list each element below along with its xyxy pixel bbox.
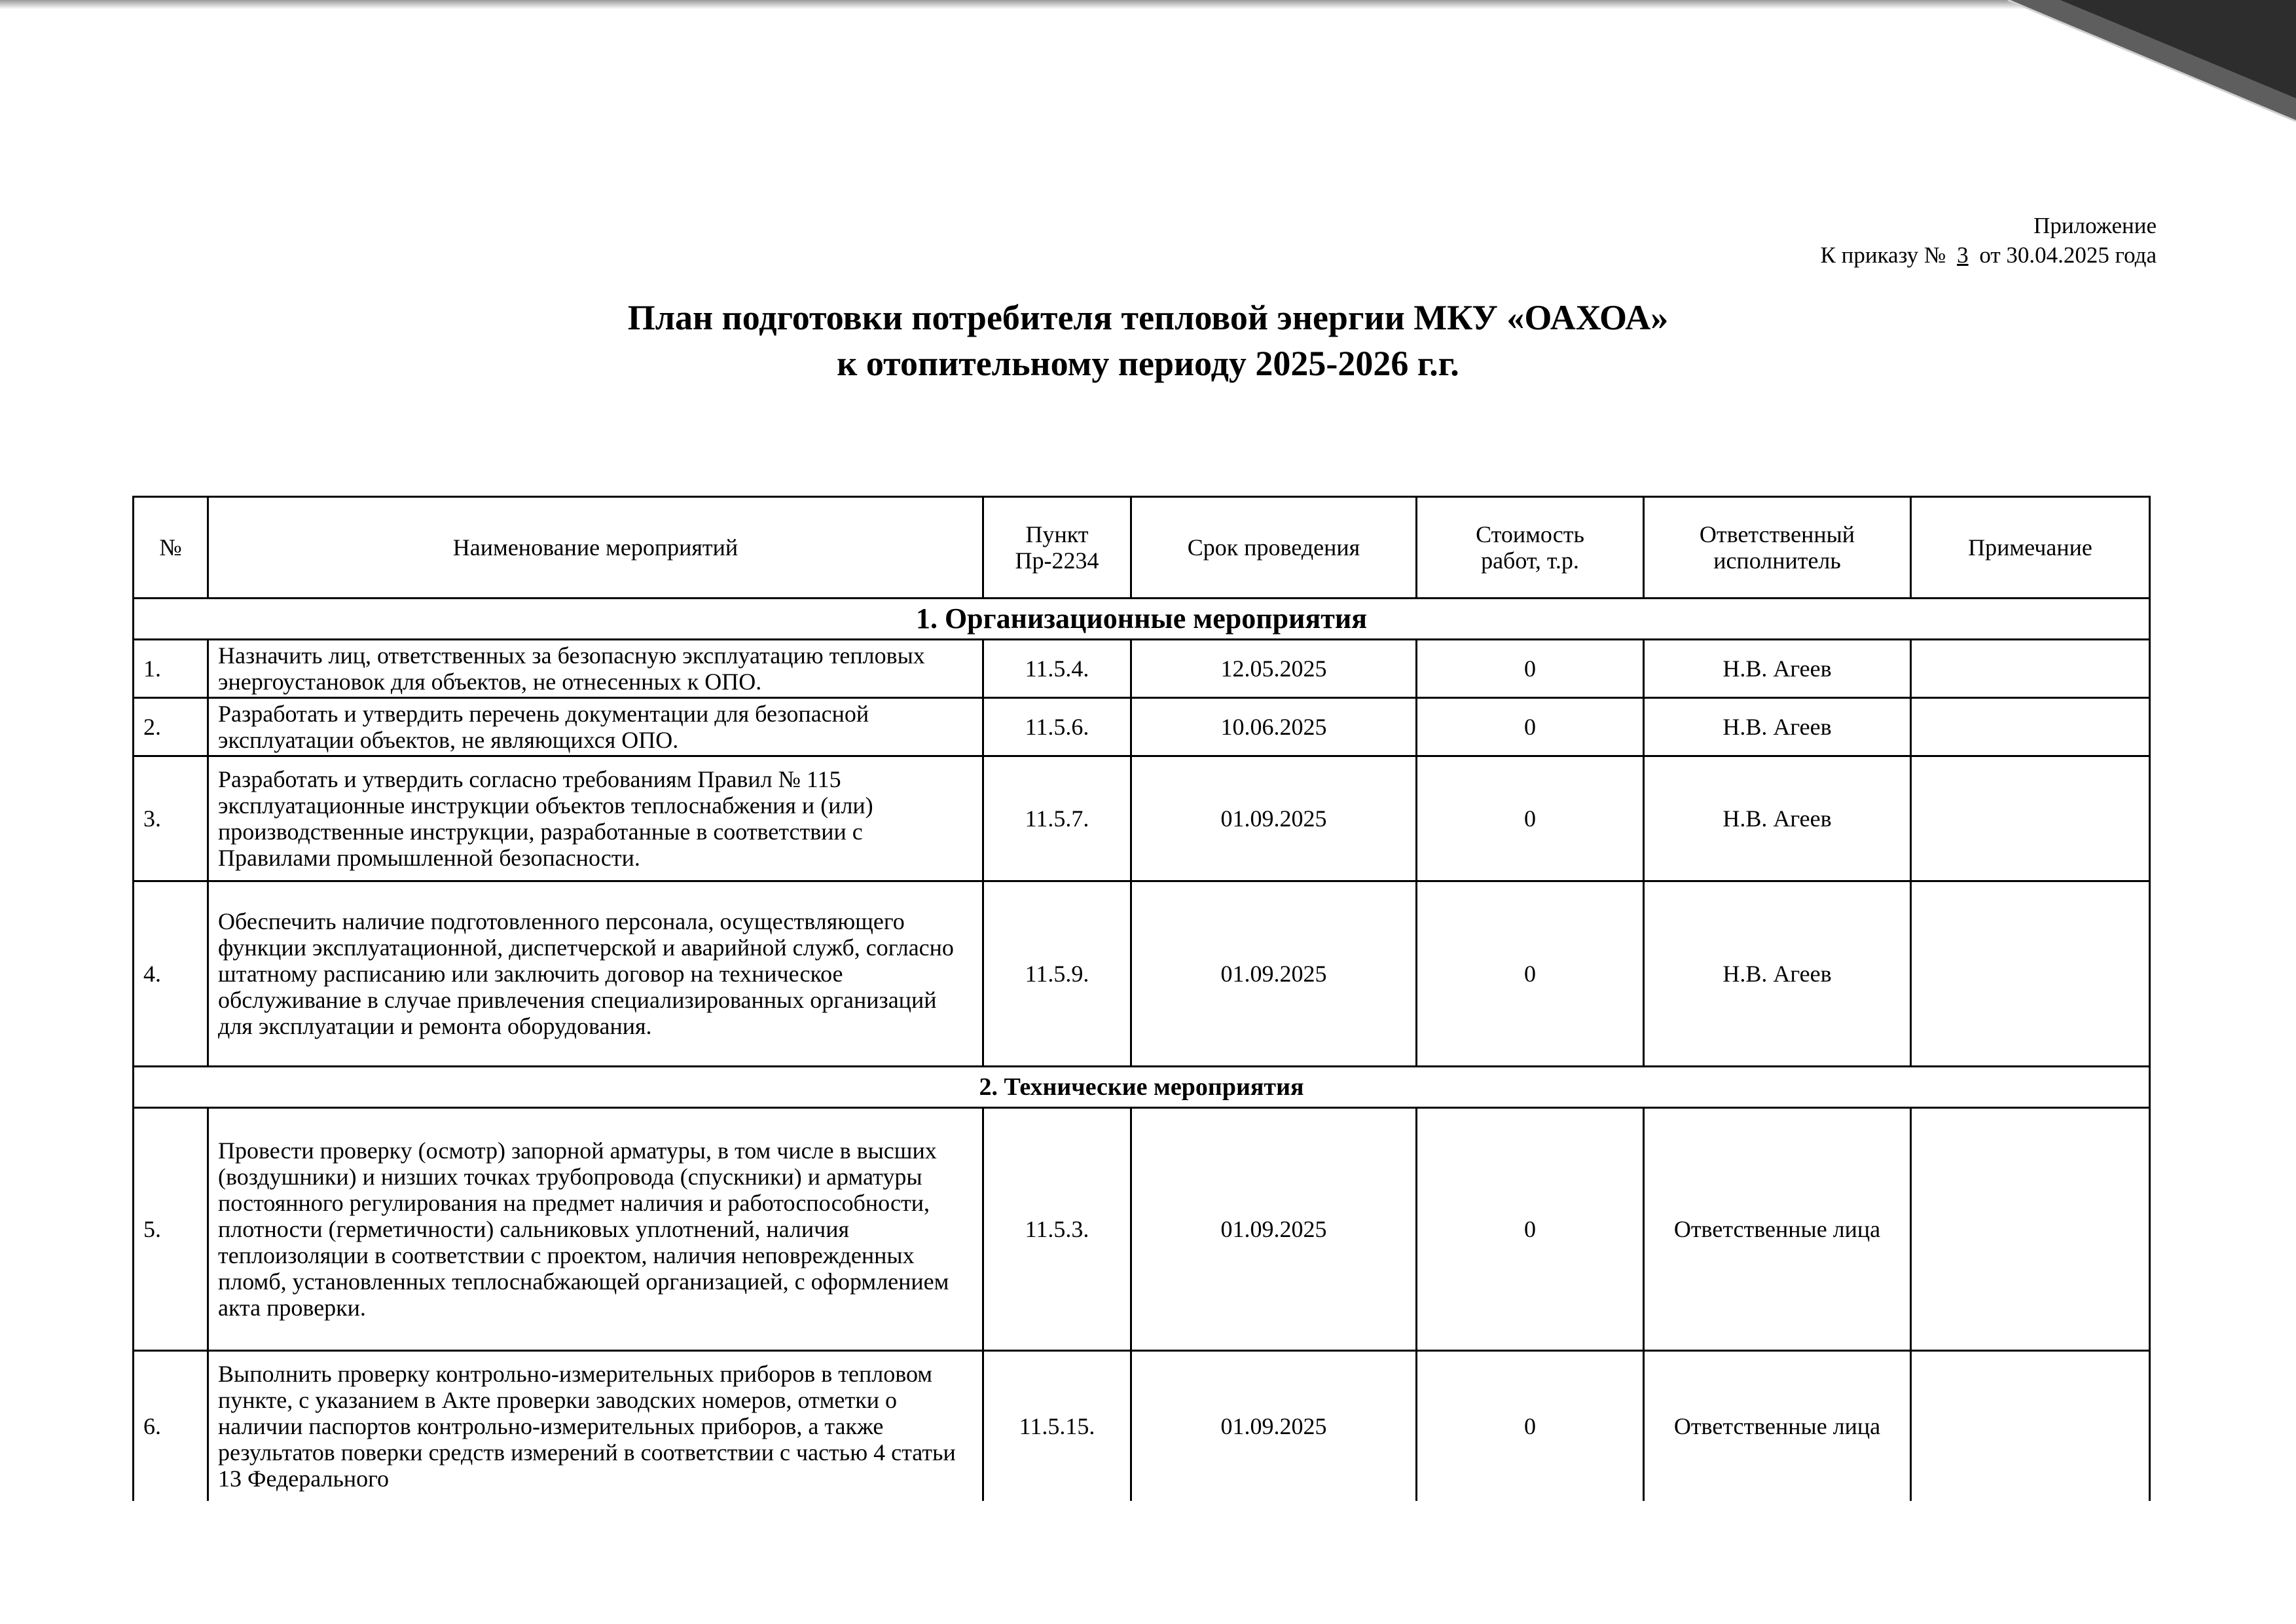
cell-clause: 11.5.6. [983,698,1131,756]
cell-cost: 0 [1417,1108,1644,1351]
column-header-clause [983,497,1131,599]
column-header-clause-line2: Пр-2234 [1015,547,1099,574]
table-row [134,640,2150,698]
column-header-date: Срок проведения [1131,497,1417,599]
cell-number: 1. [134,640,208,698]
table-row [134,1351,2150,1502]
title-line-1: План подготовки потребителя тепловой энергии МКУ «ОАХОА» [627,298,1669,337]
cell-cost: 0 [1417,640,1644,698]
column-header-cost-line2: работ, т.р. [1481,547,1579,574]
order-number: 3 [1957,242,1969,268]
cell-cost: 0 [1417,1351,1644,1502]
scan-corner-fold [1929,0,2296,157]
cell-date: 01.09.2025 [1131,881,1417,1067]
order-prefix: К приказу № [1820,242,1946,268]
cell-cost: 0 [1417,756,1644,881]
cell-responsible: Н.В. Агеев [1644,756,1911,881]
cell-responsible: Н.В. Агеев [1644,881,1911,1067]
section-title: 1. Организационные мероприятия [134,599,2150,640]
cell-date: 01.09.2025 [1131,1108,1417,1351]
cell-responsible: Ответственные лица [1644,1108,1911,1351]
table-row [134,1108,2150,1351]
cell-activity: Провести проверку (осмотр) запорной арматуры, в том числе в высших (воздушники) и низших точках трубопровода (спускники) и арматуры постоянного регулирования на предмет наличия и работоспособности, плотности (герметичности) сальниковых уплотнений, наличия теплоизоляции в соответствии с проектом, наличия неповрежденных пломб, установленных теплоснабжающей организацией, с оформлением акта проверки. [208,1108,983,1351]
cell-activity: Назначить лиц, ответственных за безопасную эксплуатацию тепловых энергоустановок для объектов, не отнесенных к ОПО. [208,640,983,698]
column-header-responsible-line2: исполнитель [1713,547,1841,574]
column-header-cost-line1: Стоимость [1476,521,1584,547]
cell-clause: 11.5.7. [983,756,1131,881]
cell-note [1911,698,2150,756]
column-header-name: Наименование мероприятий [208,497,983,599]
cell-clause: 11.5.9. [983,881,1131,1067]
cell-cost: 0 [1417,881,1644,1067]
cell-clause: 11.5.3. [983,1108,1131,1351]
order-date: от 30.04.2025 года [1979,242,2157,268]
cell-responsible: Н.В. Агеев [1644,698,1911,756]
cell-activity: Обеспечить наличие подготовленного персонала, осуществляющего функции эксплуатационной, диспетчерской и аварийной служб, согласно штатному расписанию или заключить договор на техническое обслуживание в случае привлечения специализированных организаций для эксплуатации и ремонта оборудования. [208,881,983,1067]
cell-activity: Разработать и утвердить согласно требованиям Правил № 115 эксплуатационные инструкции объектов теплоснабжения и (или) производственные инструкции, разработанные в соответствии с Правилами промышленной безопасности. [208,756,983,881]
order-reference [1821,240,2157,270]
column-header-responsible-line1: Ответственный [1699,521,1855,547]
cell-date: 12.05.2025 [1131,640,1417,698]
cell-note [1911,1351,2150,1502]
cell-note [1911,1108,2150,1351]
appendix-header [1821,211,2157,270]
cell-clause: 11.5.15. [983,1351,1131,1502]
column-header-note: Примечание [1911,497,2150,599]
cell-number: 6. [134,1351,208,1502]
cell-number: 2. [134,698,208,756]
cell-note [1911,881,2150,1067]
table-row [134,756,2150,881]
column-header-clause-line1: Пункт [1025,521,1089,547]
cell-responsible: Н.В. Агеев [1644,640,1911,698]
cell-note [1911,640,2150,698]
cell-number: 4. [134,881,208,1067]
column-header-responsible [1644,497,1911,599]
appendix-label: Приложение [2033,213,2157,238]
cell-note [1911,756,2150,881]
cell-number: 3. [134,756,208,881]
plan-table [132,496,2151,1501]
title-line-2: к отопительному периоду 2025-2026 г.г. [837,344,1459,383]
column-header-cost [1417,497,1644,599]
table-row [134,881,2150,1067]
section-title: 2. Технические мероприятия [134,1067,2150,1108]
section-row-organizational [134,599,2150,640]
cell-date: 10.06.2025 [1131,698,1417,756]
cell-date: 01.09.2025 [1131,756,1417,881]
section-row-technical [134,1067,2150,1108]
cell-number: 5. [134,1108,208,1351]
table-header-row [134,497,2150,599]
table-row [134,698,2150,756]
cell-activity: Выполнить проверку контрольно-измерительных приборов в тепловом пункте, с указанием в Акте проверки заводских номеров, отметки о наличии паспортов контрольно-измерительных приборов, а также результатов поверки средств измерений в соответствии с частью 4 статьи 13 Федерального [208,1351,983,1502]
cell-activity: Разработать и утвердить перечень документации для безопасной эксплуатации объектов, не являющихся ОПО. [208,698,983,756]
cell-date: 01.09.2025 [1131,1351,1417,1502]
cell-cost: 0 [1417,698,1644,756]
cell-clause: 11.5.4. [983,640,1131,698]
cell-responsible: Ответственные лица [1644,1351,1911,1502]
document-title [0,295,2296,386]
column-header-number: № [134,497,208,599]
